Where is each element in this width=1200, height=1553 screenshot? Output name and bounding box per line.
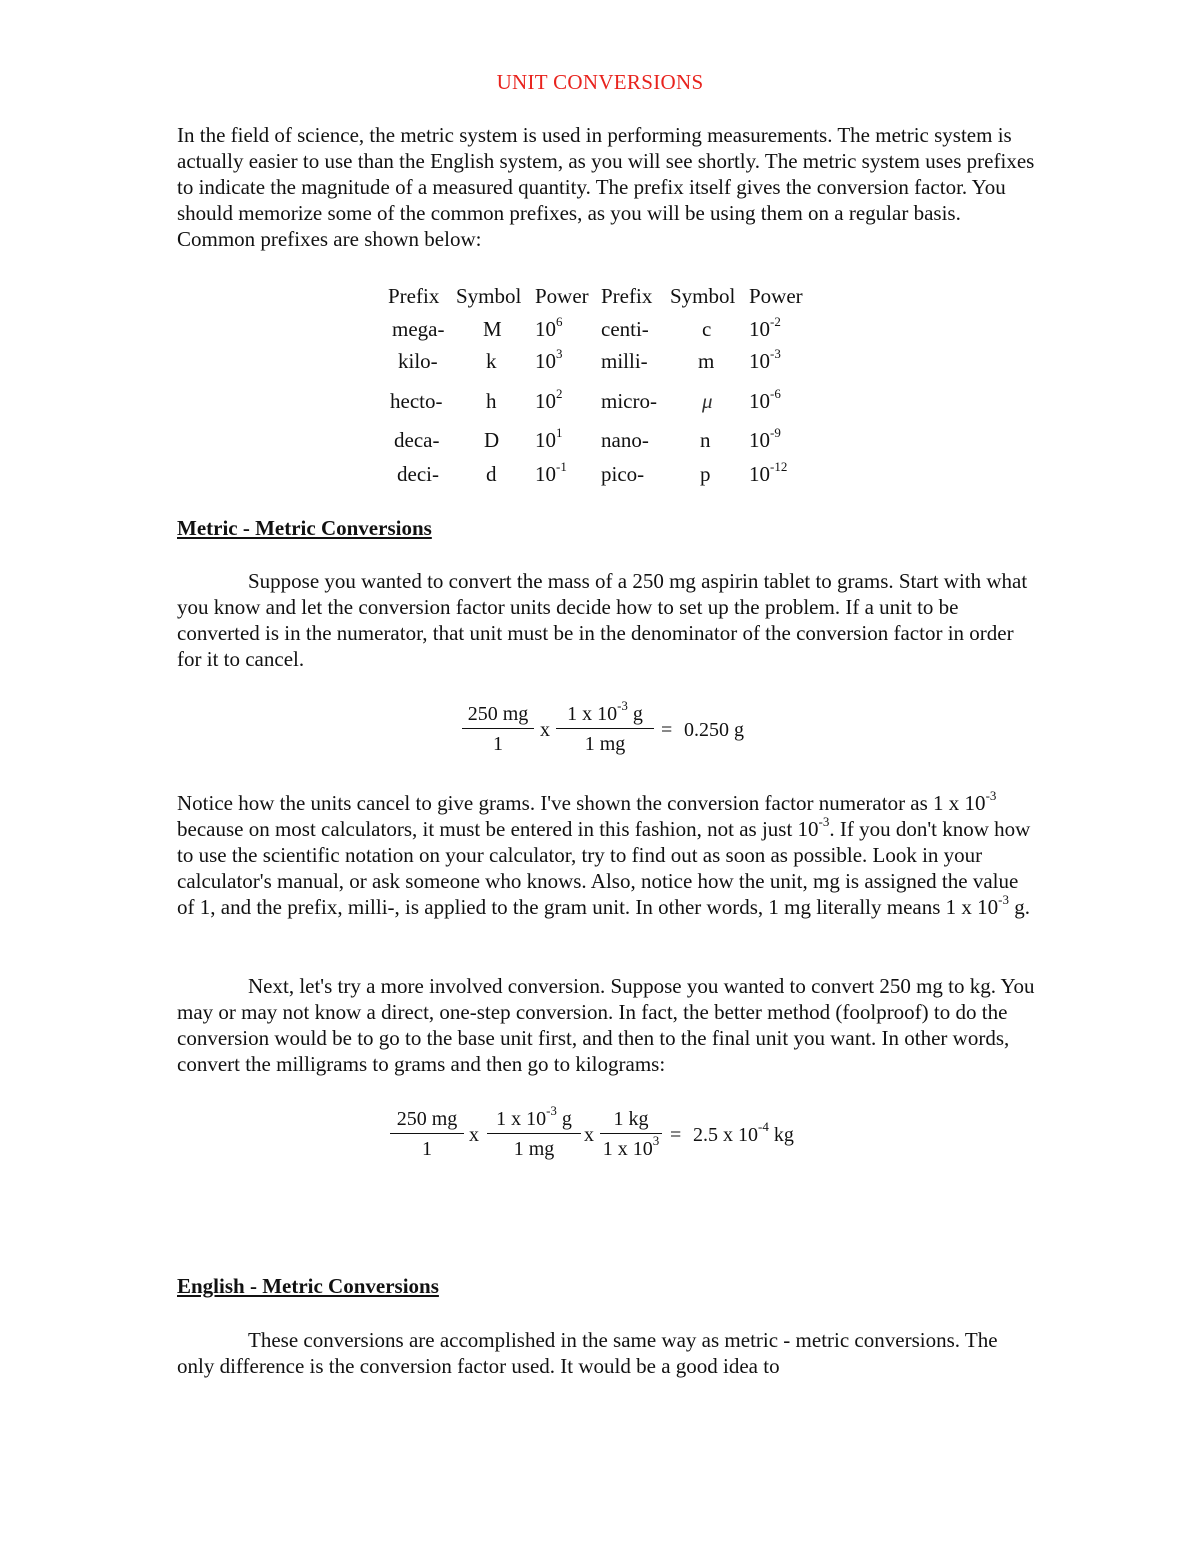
table-header: Power (749, 284, 803, 308)
fraction: $\frac{1 kg}{1 x 10^3}$ (600, 1108, 662, 1161)
table-header: Power (535, 284, 589, 308)
table-header: Symbol (670, 284, 736, 308)
fraction: $\frac{1 x 10^{-3} g}{1 mg}$ (487, 1108, 581, 1161)
table-cell: kilo- (398, 349, 438, 373)
table-cell: deca- (394, 428, 440, 452)
table-cell: micro- (601, 389, 657, 413)
table-cell: milli- (601, 349, 648, 373)
table-cell: $10^6$ (535, 314, 563, 341)
equation-result: 2.5 x $10^{-4}$ kg (693, 1119, 794, 1146)
table-cell: $10^2$ (535, 386, 563, 413)
equals-sign: = (661, 719, 673, 741)
table-cell: hecto- (390, 389, 443, 413)
times-sign: x (469, 1124, 479, 1146)
table-cell: $10^{-1}$ (535, 459, 567, 486)
table-cell: $10^{-2}$ (749, 314, 781, 341)
table-cell: M (483, 317, 502, 341)
table-header: Symbol (456, 284, 522, 308)
table-cell: deci- (397, 462, 439, 486)
table-cell: $10^1$ (535, 425, 563, 452)
table-cell: pico- (601, 462, 645, 486)
english-paragraph-1: These conversions are accomplished in the same way as metric - metric conversions. The only difference is the conversion factor used. It would be a good idea to (177, 1328, 998, 1378)
table-cell: mega- (392, 317, 445, 341)
times-sign: x (584, 1124, 594, 1146)
micro-symbol: μ (702, 389, 713, 413)
table-cell: c (702, 317, 712, 341)
table-cell: p (700, 462, 711, 486)
equals-sign: = (670, 1124, 682, 1146)
metric-paragraph-1: Suppose you wanted to convert the mass of a 250 mg aspirin tablet to grams. Start with what you know and let the conversion factor units decide how to set up the problem. If a unit to be converted is in the numerator, that unit must be in the denominator of the conversion factor in order for it to cancel. (177, 569, 1028, 671)
section-heading-metric: Metric - Metric Conversions (177, 516, 432, 540)
table-cell: h (486, 389, 497, 413)
table-cell: $10^{-6}$ (749, 386, 781, 413)
table-header: Prefix (388, 284, 440, 308)
fraction: $\frac{250 mg}{1}$ (390, 1108, 464, 1161)
equation-result: 0.250 g (684, 719, 744, 741)
table-cell: n (700, 428, 711, 452)
fraction: $\frac{1 x 10^{-3} g}{1 mg}$ (556, 703, 654, 756)
table-cell: D (484, 428, 500, 452)
page-title: UNIT CONVERSIONS (496, 70, 704, 94)
table-cell: $10^3$ (535, 346, 563, 373)
table-cell: $10^{-3}$ (749, 346, 781, 373)
table-cell: m (698, 349, 715, 373)
table-cell: $10^{-12}$ (749, 459, 788, 486)
table-cell: nano- (601, 428, 649, 452)
times-sign: x (540, 719, 550, 741)
table-header: Prefix (601, 284, 653, 308)
fraction: $\frac{250 mg}{1}$ (462, 703, 534, 756)
section-heading-english: English - Metric Conversions (177, 1274, 439, 1298)
metric-paragraph-3: Next, let's try a more involved conversion. Suppose you wanted to convert 250 mg to kg. You may or may not know a direct, one-step conversion. In fact, the better method (foolproof) to do the conversion would be to go to the base unit first, and then to the final unit you want. In other words, convert the milligrams to grams and then go to kilograms: (177, 974, 1035, 1076)
table-cell: k (486, 349, 497, 373)
metric-paragraph-2: Notice how the units cancel to give grams. I've shown the conversion factor numerator as 1 x $10^{-3}$ because on most calculators, it must be entered in this fashion, not as just $10^{-3}$. If you don't know how to use the scientific notation on your calculator, try to find out as soon as possible. Look in your calculator's manual, or ask someone who knows. Also, notice how the unit, mg is assigned the value of 1, and the prefix, milli-, is applied to the gram unit. In other words, 1 mg literally means 1 x $10^{-3}$ g. (177, 788, 1031, 919)
table-cell: d (486, 462, 497, 486)
table-cell: centi- (601, 317, 649, 341)
intro-paragraph: In the field of science, the metric system is used in performing measurements. The metric system is actually easier to use than the English system, as you will see shortly. The metric system uses prefixes to indicate the magnitude of a measured quantity. The prefix itself gives the conversion factor. You should memorize some of the common prefixes, as you will be using them on a regular basis. Common prefixes are shown below: (177, 123, 1035, 251)
table-cell: $10^{-9}$ (749, 425, 781, 452)
